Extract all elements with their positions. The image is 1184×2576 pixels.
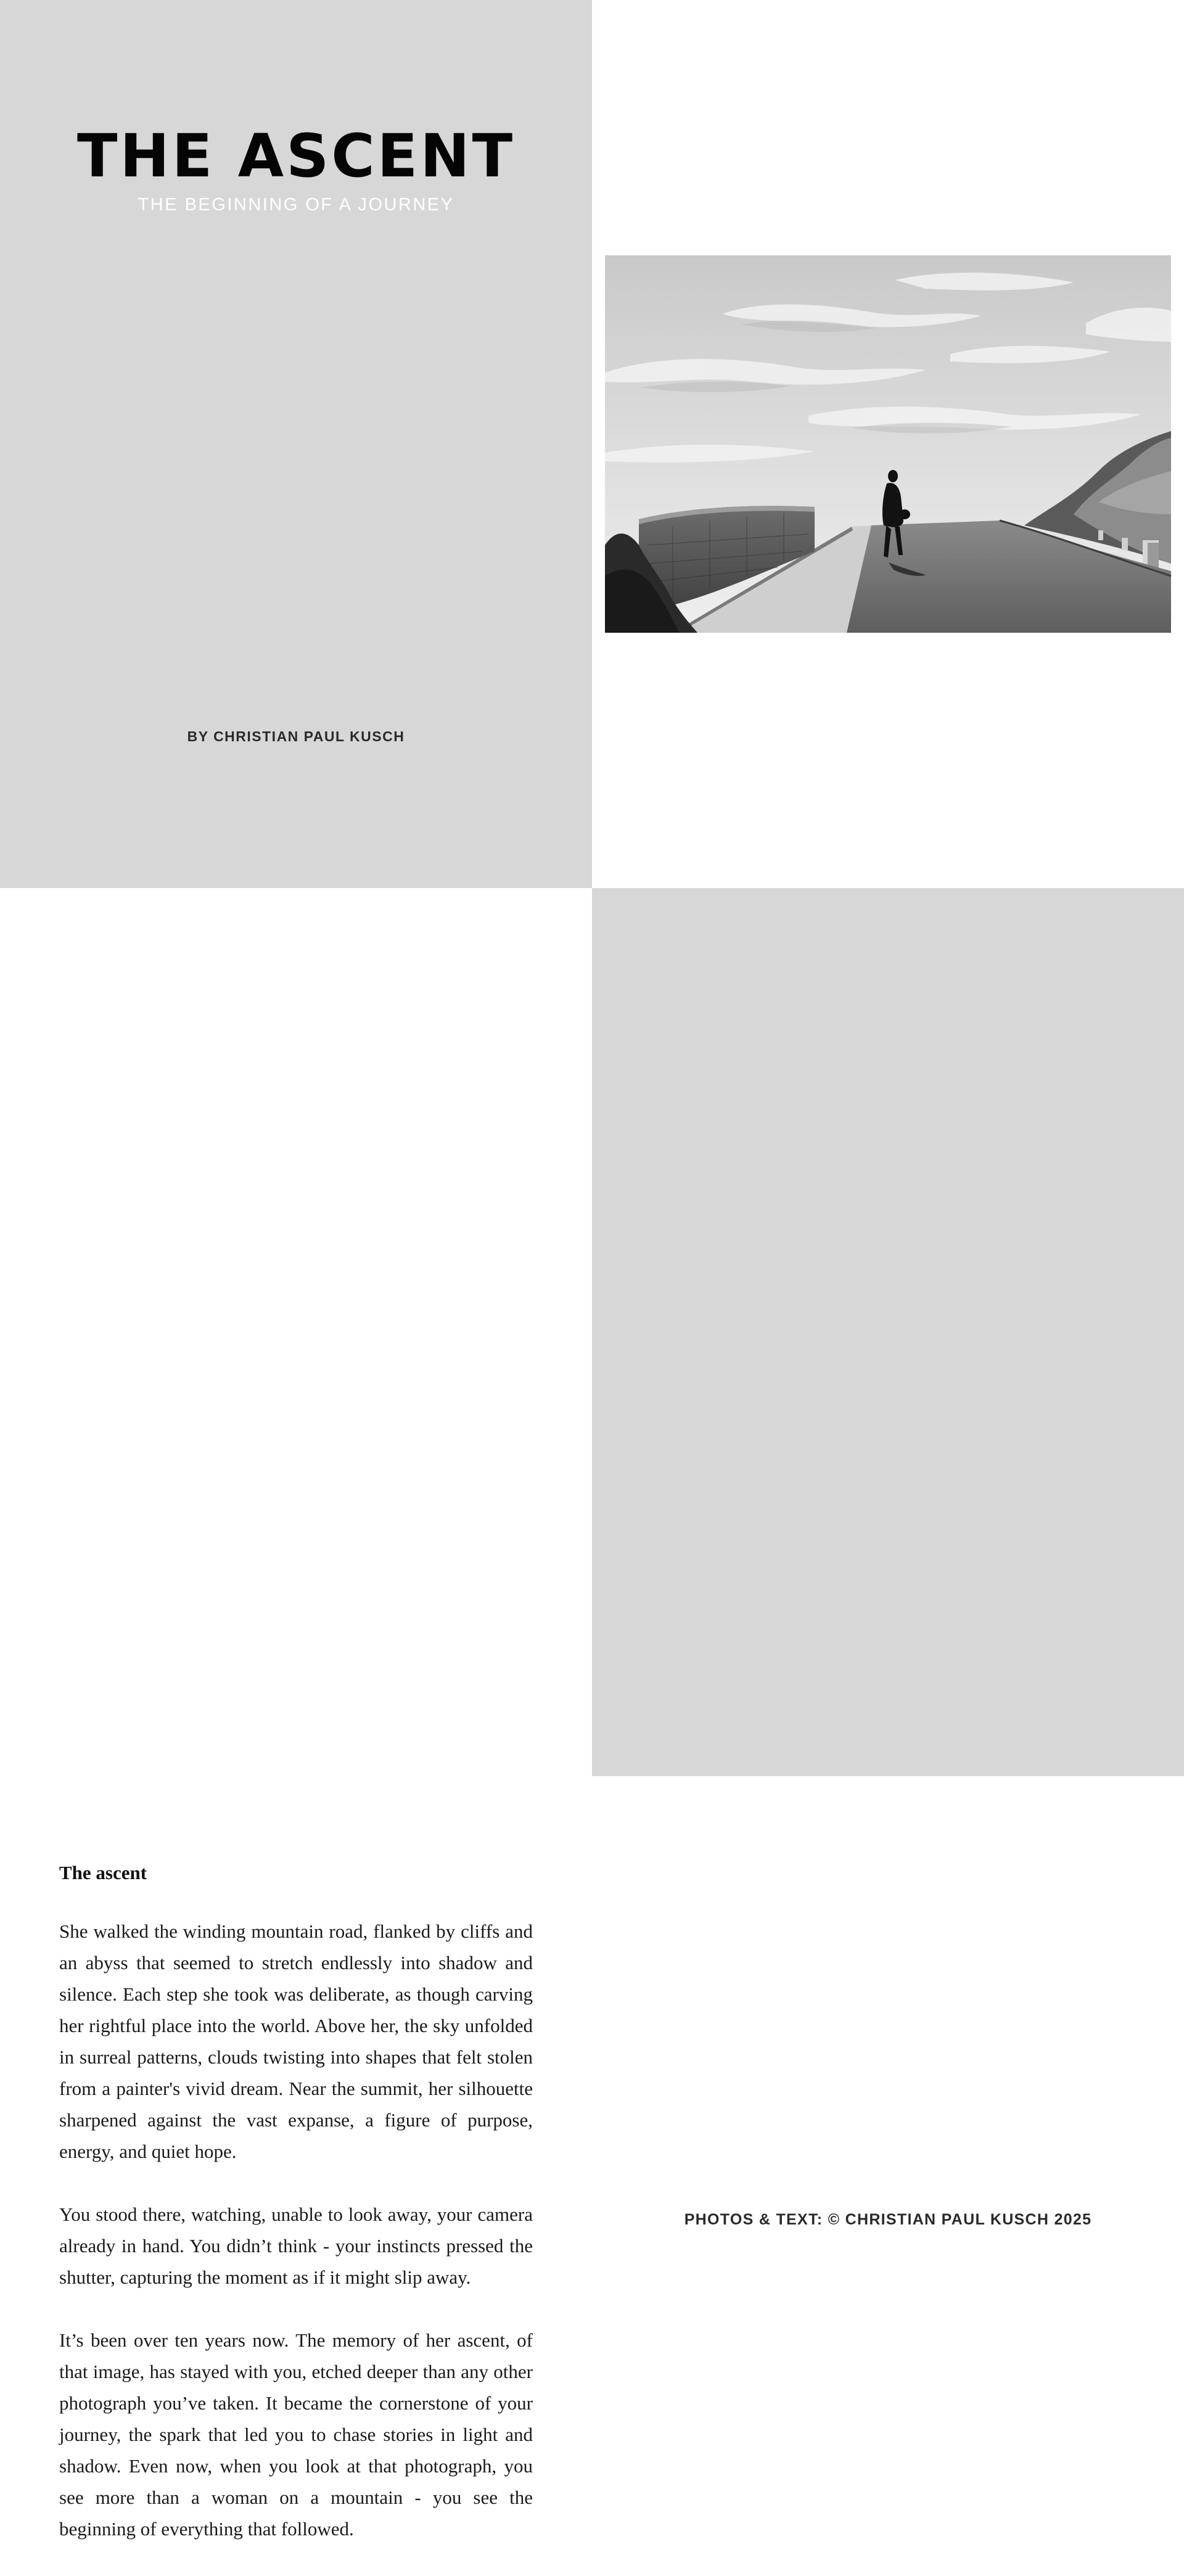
photo-panel — [592, 0, 1184, 888]
story-paragraph: You stood there, watching, unable to look away, your camera already in hand. You didn’t think - your instincts pressed the shutter, capturing the moment as if it might slip away. — [59, 2204, 533, 2288]
story-heading: The ascent — [59, 1862, 147, 1883]
cover-author: BY CHRISTIAN PAUL KUSCH — [187, 728, 405, 744]
credits-text: PHOTOS & TEXT: © CHRISTIAN PAUL KUSCH 2025 — [684, 2211, 1092, 2228]
photo-woman-on-mountain-road — [605, 255, 1171, 633]
photo-illustration — [605, 255, 1171, 633]
story-paragraph: It’s been over ten years now. The memory of her ascent, of that image, has stayed with you, etched deeper than any other photograph you’ve taken. It became the cornerstone of your journey, the spark that led you to chase stories in light and shadow. Even now, when you look at that photograph, you see more than a woman on a mountain - you see the beginning of everything that followed. — [59, 2329, 533, 2540]
story-paragraph: She walked the winding mountain road, flanked by cliffs and an abyss that seemed to stretch endlessly into shadow and silence. Each step she took was deliberate, as though carving her rightful place into the world. Above her, the sky unfolded in surreal patterns, clouds twisting into shapes that felt stolen from a painter's vivid dream. Near the summit, her silhouette sharpened against the vast expanse, a figure of purpose, energy, and quiet hope. — [59, 1920, 533, 2162]
story-panel — [0, 888, 592, 2540]
cover-subtitle: THE BEGINNING OF A JOURNEY — [138, 195, 454, 215]
cover-title: THE ASCENT — [76, 121, 516, 191]
cover-panel — [0, 0, 592, 888]
credits-panel — [592, 888, 1184, 2228]
story-article — [59, 1857, 533, 2576]
